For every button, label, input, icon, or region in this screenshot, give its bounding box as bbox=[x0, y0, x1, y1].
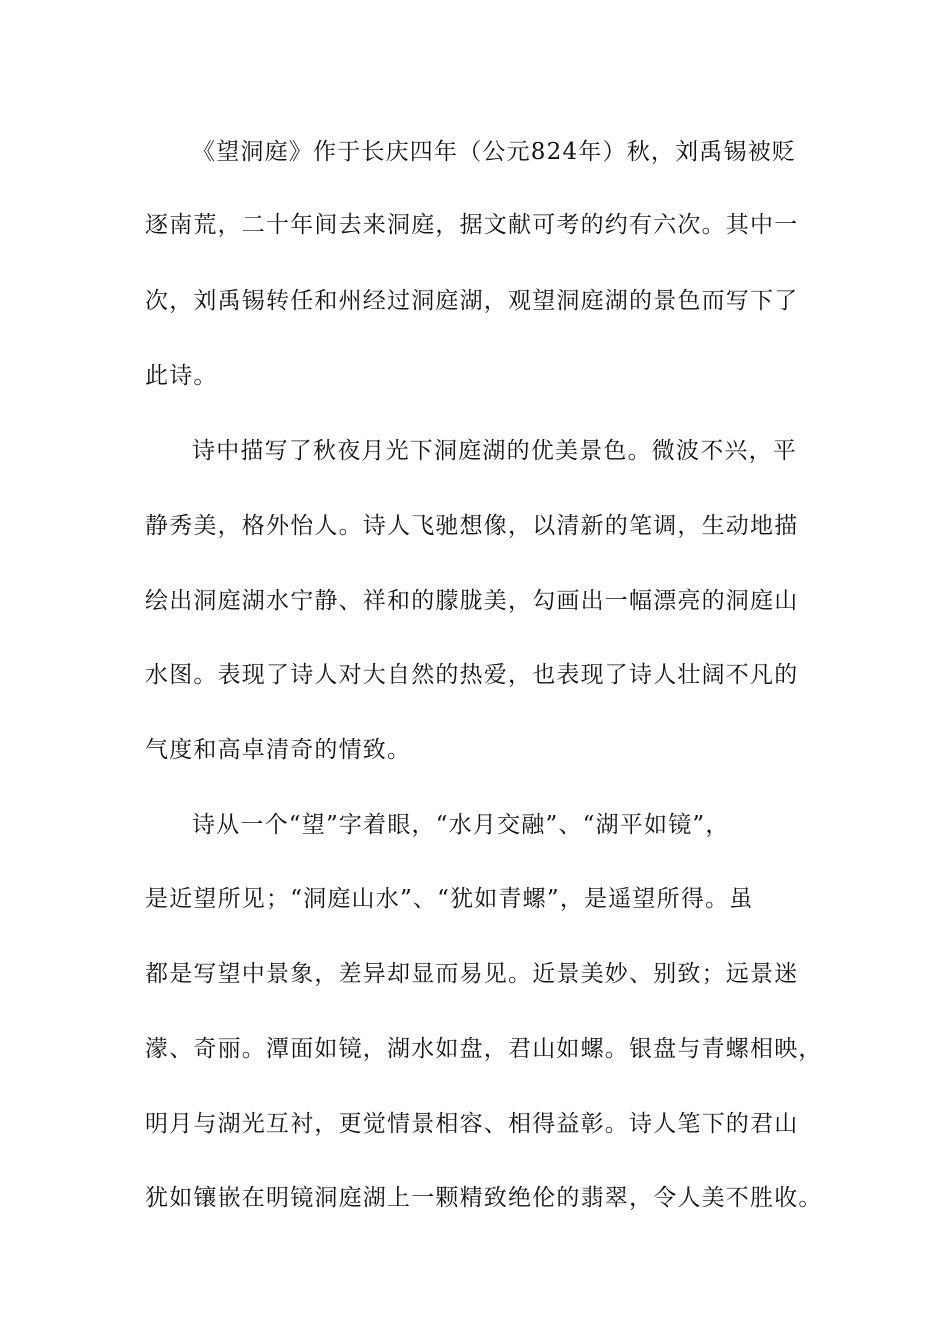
text-line: 次，刘禹锡转任和州经过洞庭湖，观望洞庭湖的景色而写下了 bbox=[145, 288, 799, 314]
text-line: 是近望所见；“洞庭山水”、“犹如青螺”，是遥望所得。虽 bbox=[145, 886, 754, 912]
text-line: 明月与湖光互衬，更觉情景相容、相得益彰。诗人笔下的君山 bbox=[145, 1111, 799, 1137]
text-line: 此诗。 bbox=[145, 363, 218, 389]
text-line: 濛、奇丽。潭面如镜，湖水如盘，君山如螺。银盘与青螺相映， bbox=[145, 1036, 823, 1062]
text-line: 逐南荒，二十年间去来洞庭，据文献可考的约有六次。其中一 bbox=[145, 212, 799, 238]
text-line: 《望洞庭》作于长庆四年（公元824年）秋，刘禹锡被贬 bbox=[192, 139, 797, 165]
text-line: 都是写望中景象，差异却显而易见。近景美妙、别致；远景迷 bbox=[145, 961, 799, 987]
text-line: 诗从一个“望”字着眼，“水月交融”、“湖平如镜”， bbox=[192, 812, 730, 838]
text-line: 静秀美，格外怡人。诗人飞驰想像，以清新的笔调，生动地描 bbox=[145, 513, 799, 539]
text-line: 诗中描写了秋夜月光下洞庭湖的优美景色。微波不兴，平 bbox=[192, 438, 797, 464]
text-line: 水图。表现了诗人对大自然的热爱，也表现了诗人壮阔不凡的 bbox=[145, 662, 799, 688]
text-line: 绘出洞庭湖水宁静、祥和的朦胧美，勾画出一幅漂亮的洞庭山 bbox=[145, 588, 799, 614]
text-line: 气度和高卓清奇的情致。 bbox=[145, 737, 412, 763]
text-line: 犹如镶嵌在明镜洞庭湖上一颗精致绝伦的翡翠，令人美不胜收。 bbox=[145, 1185, 823, 1211]
